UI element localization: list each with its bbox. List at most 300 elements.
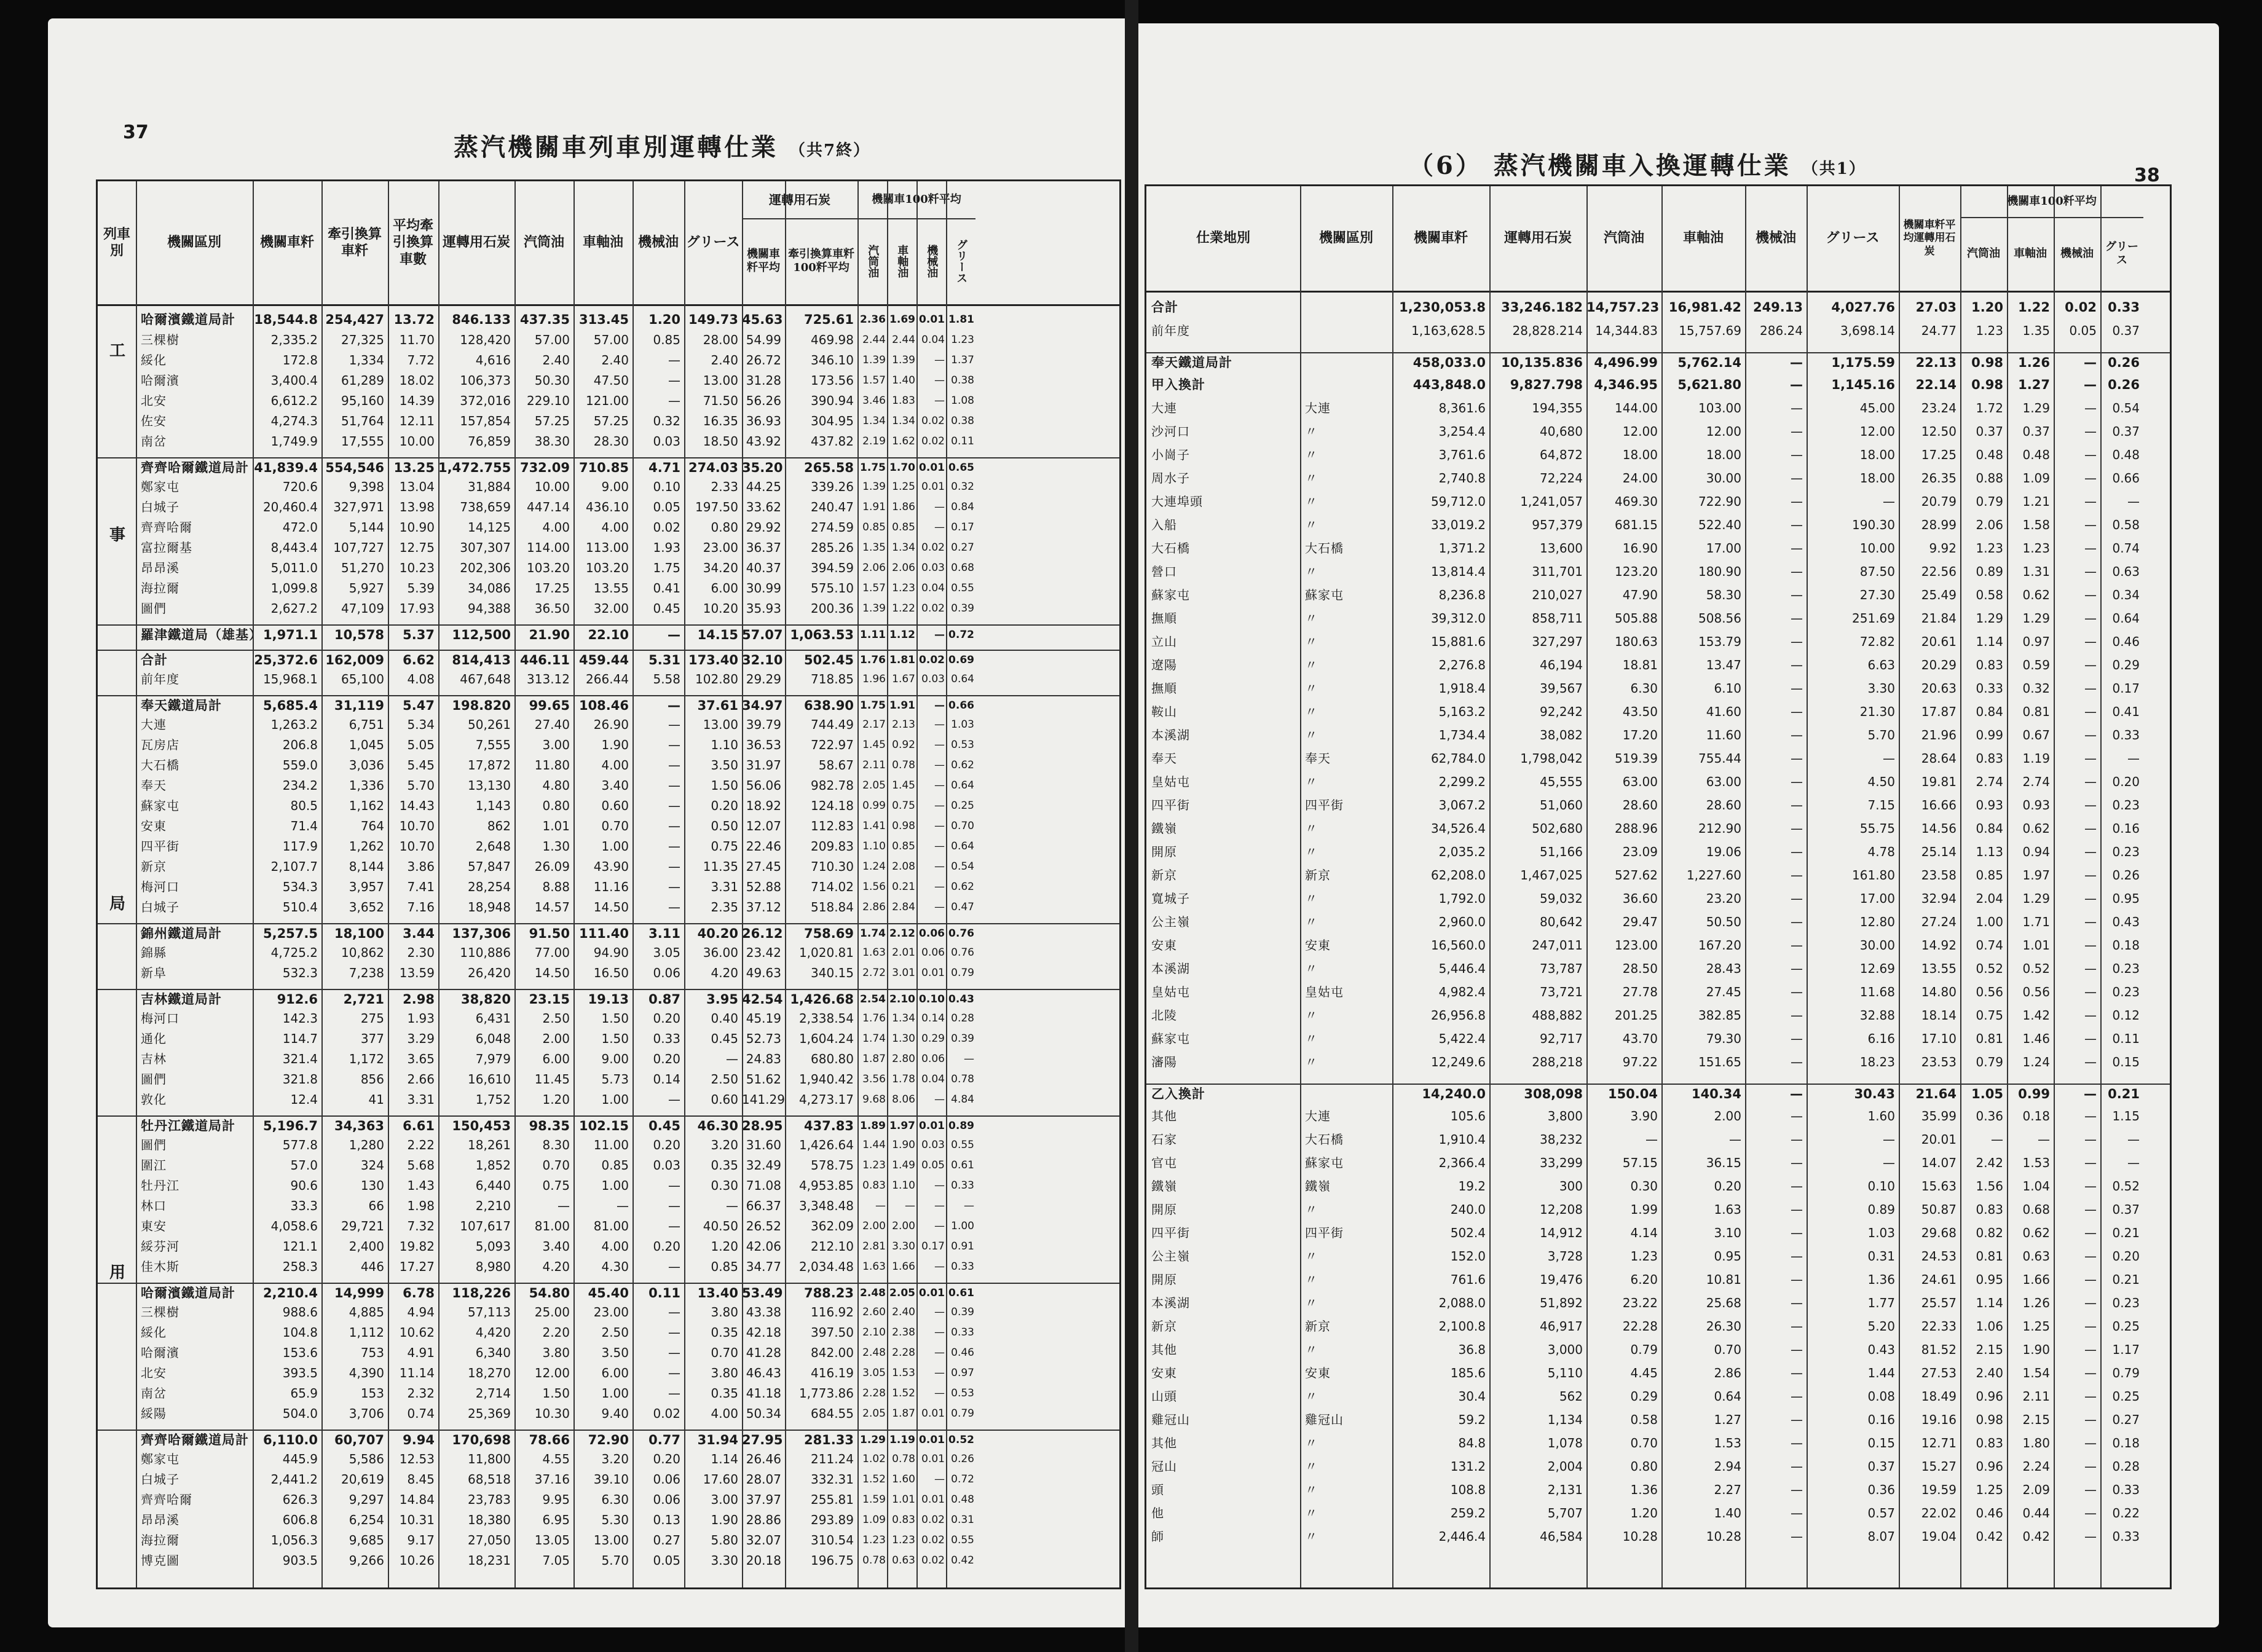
- row-value: 0.23: [2112, 844, 2140, 859]
- row-name: 本溪湖: [1151, 728, 1190, 742]
- header-cell: 機關區別: [1318, 230, 1373, 246]
- row-value: 2.60: [862, 1306, 886, 1318]
- row-value: 1.01: [892, 1493, 915, 1506]
- row-value: 10.00: [399, 434, 435, 449]
- row-value: 65,100: [341, 672, 384, 686]
- row-value: 31,884: [468, 479, 511, 494]
- row-value: 50.34: [746, 1406, 781, 1421]
- row-value: 0.30: [711, 1178, 738, 1193]
- row-value: —: [1791, 1459, 1803, 1474]
- row-value: 2.08: [892, 860, 915, 873]
- row-value: 0.26: [2108, 377, 2140, 392]
- row-value: —: [1791, 1008, 1803, 1023]
- row-value: 31,119: [334, 698, 384, 713]
- row-value: 6.00: [711, 581, 738, 596]
- row-value: 518.84: [811, 900, 854, 914]
- table-row: [98, 1029, 1119, 1048]
- row-value: 0.84: [1976, 704, 2003, 719]
- row-value: 18.00: [1706, 447, 1741, 462]
- row-value: 0.20: [653, 1011, 680, 1026]
- row-value: 1.34: [892, 1012, 915, 1025]
- row-value: 755.44: [1698, 751, 1741, 766]
- row-value: 172.8: [282, 353, 318, 368]
- table-row: [98, 559, 1119, 577]
- row-value: 988.6: [282, 1305, 318, 1320]
- row-value: 10.28: [1706, 1529, 1741, 1544]
- row-value: 5.80: [711, 1533, 738, 1548]
- row-value: 1,910.4: [1438, 1132, 1486, 1147]
- row-value: 304.95: [811, 414, 854, 428]
- row-value: 4.91: [407, 1345, 435, 1360]
- row-name: 北安: [141, 1366, 167, 1380]
- row-value: 3,036: [349, 758, 384, 773]
- row-value: 0.32: [2022, 681, 2050, 696]
- row-value: 1.36: [1867, 1272, 1895, 1287]
- row-name: 鄭家屯: [141, 479, 179, 494]
- row-value: 0.31: [1867, 1249, 1895, 1264]
- row-value: 2.22: [407, 1138, 435, 1152]
- row-value: 16.66: [1921, 798, 1957, 812]
- row-name: 昂昂溪: [141, 560, 179, 575]
- row-area: 〃: [1305, 1055, 1318, 1069]
- row-value: 150,453: [452, 1119, 511, 1133]
- row-value: 3.50: [601, 1345, 629, 1360]
- row-value: 45.40: [588, 1286, 629, 1300]
- row-value: 0.26: [2112, 868, 2140, 883]
- row-value: —: [905, 1200, 915, 1212]
- row-value: 26.46: [746, 1452, 781, 1466]
- row-value: 626.3: [282, 1492, 318, 1507]
- row-name: 林口: [141, 1198, 167, 1213]
- row-value: 1,230,053.8: [1399, 300, 1486, 315]
- row-value: —: [1791, 961, 1803, 976]
- row-value: 24.83: [746, 1052, 781, 1066]
- row-name: 蘇家屯: [1151, 588, 1190, 602]
- row-value: 2,088.0: [1438, 1296, 1486, 1310]
- row-value: 8,980: [475, 1259, 511, 1274]
- row-value: 14.39: [399, 393, 435, 408]
- row-value: —: [668, 717, 680, 732]
- header-cell: 運轉用石炭: [1503, 230, 1572, 246]
- row-value: 18.23: [1859, 1055, 1895, 1069]
- row-value: 20.61: [1921, 634, 1957, 649]
- row-value: 9.95: [542, 1492, 570, 1507]
- row-value: 0.74: [2112, 541, 2140, 556]
- row-value: 21.84: [1921, 611, 1957, 626]
- title-text: 蒸汽機關車列車別運轉仕業: [454, 133, 778, 162]
- row-value: 903.5: [282, 1553, 318, 1568]
- row-value: 51,166: [1540, 844, 1583, 859]
- row-value: 12.00: [1859, 424, 1895, 439]
- row-value: —: [1791, 1225, 1803, 1240]
- row-value: 153.6: [282, 1345, 318, 1360]
- row-value: 29.68: [1921, 1225, 1957, 1240]
- row-value: —: [726, 1198, 738, 1213]
- header-cell: 牽引換算車粁100粁平均: [788, 247, 854, 274]
- row-value: 28.86: [746, 1512, 781, 1527]
- row-area: 〃: [1305, 1008, 1318, 1023]
- row-value: 8.07: [1867, 1529, 1895, 1544]
- row-value: 1.75: [860, 699, 886, 712]
- row-value: 2.94: [1714, 1459, 1741, 1474]
- row-value: 0.10: [653, 479, 680, 494]
- row-value: 13.55: [1921, 961, 1957, 976]
- row-value: 4.94: [407, 1305, 435, 1320]
- row-value: —: [934, 901, 945, 913]
- row-name: 鞍山: [1151, 704, 1177, 719]
- row-value: 3.30: [1867, 681, 1895, 696]
- row-value: 1.27: [1714, 1412, 1741, 1427]
- row-value: 0.25: [2112, 1319, 2140, 1334]
- row-value: 0.64: [2112, 611, 2140, 626]
- row-value: 90.6: [290, 1178, 318, 1193]
- row-name: 海拉爾: [141, 1533, 179, 1548]
- row-value: 141.29: [742, 1092, 785, 1107]
- row-value: 397.50: [811, 1325, 854, 1340]
- row-value: 0.23: [2112, 1296, 2140, 1310]
- header-cell: グリース: [1826, 230, 1880, 246]
- row-name: 奉天鐵道局計: [141, 698, 222, 713]
- header-cell: 平均牽引換算車數: [392, 217, 433, 267]
- row-name: 皇姑屯: [1151, 985, 1190, 999]
- row-value: 12.00: [534, 1366, 570, 1380]
- row-value: 5,762.14: [1677, 355, 1741, 370]
- row-value: 2.09: [2022, 1482, 2050, 1497]
- side-label: 用: [109, 1264, 126, 1282]
- row-value: 6,431: [475, 1011, 511, 1026]
- row-value: 0.60: [601, 798, 629, 813]
- row-value: 377: [360, 1031, 384, 1046]
- row-name: 山頭: [1151, 1389, 1177, 1404]
- side-label: 工: [109, 342, 126, 360]
- row-value: —: [2084, 1529, 2097, 1544]
- row-value: 2.17: [862, 718, 886, 731]
- row-value: 16.50: [593, 966, 629, 980]
- table-row: [98, 579, 1119, 597]
- row-value: 0.45: [711, 1031, 738, 1046]
- row-value: 311,701: [1532, 564, 1583, 579]
- row-value: 30.00: [1706, 471, 1741, 486]
- row-value: 274.59: [811, 520, 854, 535]
- row-value: 327,971: [333, 500, 384, 514]
- row-value: 1,334: [349, 353, 384, 368]
- row-value: 0.95: [2112, 891, 2140, 906]
- row-value: 0.81: [2022, 704, 2050, 719]
- row-area: 〃: [1305, 471, 1318, 486]
- row-value: 0.95: [1714, 1249, 1741, 1264]
- row-value: 131.2: [1450, 1459, 1486, 1474]
- row-value: 56.06: [746, 778, 781, 793]
- row-value: 0.52: [1976, 961, 2003, 976]
- row-value: —: [875, 1200, 886, 1212]
- row-value: 5.31: [648, 653, 680, 667]
- table-row: [98, 1009, 1119, 1028]
- row-value: 51,270: [341, 560, 384, 575]
- row-value: —: [1791, 728, 1803, 742]
- header-cell: 牽引換算車粁: [327, 226, 382, 259]
- row-value: 0.69: [948, 654, 974, 666]
- row-area: 〃: [1305, 1272, 1318, 1287]
- row-value: 0.74: [1976, 938, 2003, 953]
- row-value: 1,971.1: [262, 627, 318, 642]
- row-value: 2,210: [475, 1198, 511, 1213]
- row-value: 1.98: [407, 1198, 435, 1213]
- row-value: 61,289: [341, 373, 384, 388]
- row-value: 0.20: [653, 1239, 680, 1254]
- row-name: 綏化: [141, 1325, 167, 1340]
- row-value: 0.79: [1630, 1342, 1658, 1357]
- row-value: 32.10: [742, 653, 783, 667]
- row-value: 1,798,042: [1520, 751, 1583, 766]
- row-value: 108.8: [1450, 1482, 1486, 1497]
- row-value: 123.00: [1615, 938, 1658, 953]
- row-area: 四平街: [1305, 1225, 1344, 1240]
- title-note: （共7終）: [789, 141, 871, 160]
- row-value: —: [2084, 985, 2097, 999]
- row-value: 2,400: [349, 1239, 384, 1254]
- row-value: 206.8: [282, 738, 318, 752]
- row-value: 0.47: [951, 901, 974, 913]
- row-value: —: [2084, 798, 2097, 812]
- row-value: 3,400.4: [270, 373, 318, 388]
- row-value: 22.13: [1915, 355, 1957, 370]
- row-value: —: [934, 1367, 945, 1379]
- row-value: —: [1790, 377, 1803, 392]
- row-value: 393.5: [282, 1366, 318, 1380]
- row-value: 1.14: [711, 1452, 738, 1466]
- row-value: 58.67: [818, 758, 854, 773]
- row-value: 3.56: [862, 1073, 886, 1085]
- row-value: 0.01: [919, 1287, 945, 1299]
- row-value: 212.90: [1698, 821, 1741, 836]
- row-value: 2.19: [862, 435, 886, 447]
- row-value: 0.81: [1976, 1031, 2003, 1046]
- row-value: 6,751: [349, 717, 384, 732]
- row-value: 0.70: [1630, 1436, 1658, 1450]
- row-value: 1.97: [889, 1120, 915, 1132]
- row-value: 2.13: [892, 718, 915, 731]
- header-cell: 機關區別: [167, 234, 221, 251]
- header-cell: 汽筒油: [866, 245, 880, 278]
- row-value: 28.95: [742, 1119, 783, 1133]
- row-value: —: [934, 1387, 945, 1399]
- row-value: 744.49: [811, 717, 854, 732]
- row-name: 梅河口: [141, 879, 179, 894]
- row-value: 0.41: [2112, 704, 2140, 719]
- left-page: [48, 18, 1125, 1627]
- row-value: 66.37: [746, 1198, 781, 1213]
- title-number: （6）: [1409, 151, 1483, 180]
- page-number-right: 38: [2134, 165, 2160, 186]
- row-value: 5.45: [407, 758, 435, 773]
- row-value: 0.16: [2112, 821, 2140, 836]
- row-value: —: [2084, 588, 2097, 602]
- row-value: 3.30: [892, 1240, 915, 1253]
- row-value: 0.40: [711, 1011, 738, 1026]
- row-value: 0.62: [951, 759, 974, 771]
- row-value: 1.52: [862, 1473, 886, 1485]
- row-value: —: [1791, 1155, 1803, 1170]
- row-area: 〃: [1305, 914, 1318, 929]
- row-value: 104.8: [282, 1325, 318, 1340]
- row-value: 8.45: [407, 1472, 435, 1487]
- row-value: 57.00: [593, 332, 629, 347]
- row-value: 3.30: [711, 1553, 738, 1568]
- row-value: 1.83: [892, 395, 915, 407]
- row-value: 51,892: [1540, 1296, 1583, 1310]
- row-value: 0.01: [921, 1453, 945, 1465]
- row-value: 1.24: [2022, 1055, 2050, 1069]
- row-value: 1.00: [951, 1220, 974, 1232]
- row-value: 19.04: [1921, 1529, 1957, 1544]
- row-value: 9.00: [601, 1052, 629, 1066]
- row-value: —: [1791, 1529, 1803, 1544]
- table-row: [98, 1257, 1119, 1276]
- row-name: 立山: [1151, 634, 1177, 649]
- row-name: 錦州鐵道局計: [141, 926, 222, 941]
- header-cell: 機關車粁: [1413, 230, 1468, 246]
- row-value: 30.99: [746, 581, 781, 596]
- row-value: 1.41: [862, 820, 886, 832]
- row-value: 0.02: [2065, 300, 2097, 315]
- row-value: 0.42: [951, 1554, 974, 1567]
- table-row: [98, 943, 1119, 962]
- row-value: —: [617, 1198, 629, 1213]
- row-value: —: [1791, 1055, 1803, 1069]
- row-value: 15,757.69: [1679, 323, 1741, 338]
- row-value: 1.14: [1976, 1296, 2003, 1310]
- row-value: 5,257.5: [262, 926, 318, 941]
- row-value: 0.83: [1976, 751, 2003, 766]
- row-value: 211.24: [811, 1452, 854, 1466]
- row-value: 106,373: [460, 373, 511, 388]
- row-value: 1.49: [892, 1159, 915, 1171]
- row-value: 37.12: [746, 900, 781, 914]
- row-value: 0.21: [2112, 1272, 2140, 1287]
- row-value: 9,398: [349, 479, 384, 494]
- row-name: 哈爾濱鐵道局計: [141, 1285, 235, 1300]
- row-value: 14,240.0: [1422, 1087, 1486, 1101]
- header-cell: 機關車粁平均: [747, 247, 780, 274]
- row-value: 26.12: [742, 926, 783, 941]
- row-value: 14.15: [697, 627, 738, 642]
- row-value: 1.00: [601, 1092, 629, 1107]
- row-value: 81.00: [593, 1219, 629, 1233]
- row-value: 25,369: [468, 1406, 511, 1421]
- row-area: 〃: [1305, 681, 1318, 696]
- row-value: 5.70: [407, 778, 435, 793]
- row-value: 3.11: [648, 926, 680, 941]
- row-value: —: [2038, 1132, 2050, 1147]
- row-value: 394.59: [811, 560, 854, 575]
- column-rule: [632, 181, 634, 1587]
- row-value: 4.84: [951, 1093, 974, 1106]
- row-value: 1.31: [2022, 564, 2050, 579]
- row-value: 3.40: [542, 1239, 570, 1254]
- header-cell: 機械油: [637, 234, 679, 251]
- row-value: 23.20: [1706, 891, 1741, 906]
- row-value: 0.21: [2112, 1225, 2140, 1240]
- column-rule: [1489, 186, 1491, 1587]
- row-value: 12.75: [399, 540, 435, 555]
- row-value: 14.43: [399, 798, 435, 813]
- row-value: 3,800: [1547, 1109, 1583, 1123]
- row-value: 5,110: [1547, 1366, 1583, 1380]
- row-name: 大連埠頭: [1151, 494, 1203, 509]
- row-value: —: [2084, 1179, 2097, 1194]
- row-value: 5.58: [653, 672, 680, 686]
- row-value: 1.62: [892, 435, 915, 447]
- row-value: 13.55: [593, 581, 629, 596]
- row-value: 26.35: [1921, 471, 1957, 486]
- row-name: 梅河口: [141, 1011, 179, 1026]
- row-value: 0.83: [862, 1179, 886, 1192]
- row-value: —: [2084, 494, 2097, 509]
- row-value: 4,058.6: [270, 1219, 318, 1233]
- row-value: 527.62: [1615, 868, 1658, 883]
- row-value: 19.16: [1921, 1412, 1957, 1427]
- row-value: 0.42: [1976, 1529, 2003, 1544]
- table-row: [98, 817, 1119, 835]
- row-name: 圖們: [141, 601, 167, 616]
- row-value: 0.48: [1976, 447, 2003, 462]
- row-value: 2.84: [892, 901, 915, 913]
- row-value: 0.37: [1976, 424, 2003, 439]
- row-area: 〃: [1305, 891, 1318, 906]
- row-value: 3.80: [542, 1345, 570, 1360]
- row-value: 162,009: [325, 653, 384, 667]
- row-value: —: [934, 1473, 945, 1485]
- row-value: 2,035.2: [1438, 844, 1486, 859]
- row-value: 140.34: [1691, 1087, 1741, 1101]
- row-name: 前年度: [141, 672, 179, 686]
- row-value: 3,652: [349, 900, 384, 914]
- row-value: 3.20: [601, 1452, 629, 1466]
- row-value: 28.99: [1921, 517, 1957, 532]
- row-value: —: [1791, 541, 1803, 556]
- row-value: 20.29: [1921, 658, 1957, 672]
- table-row: [98, 498, 1119, 516]
- row-value: 0.54: [2112, 401, 2140, 415]
- row-value: 0.52: [2112, 1179, 2140, 1194]
- row-value: 6.16: [1867, 1031, 1895, 1046]
- row-value: 4.45: [1630, 1366, 1658, 1380]
- row-value: 114.7: [282, 1031, 318, 1046]
- row-value: 2.40: [1976, 1366, 2003, 1380]
- row-value: 27.95: [742, 1433, 783, 1447]
- side-label: 局: [109, 895, 126, 913]
- row-value: 1.09: [2022, 471, 2050, 486]
- row-value: 12.07: [746, 819, 781, 833]
- row-value: 12.00: [1706, 424, 1741, 439]
- row-value: 0.43: [948, 993, 974, 1005]
- row-value: 0.83: [1976, 1436, 2003, 1450]
- table-row: [98, 1217, 1119, 1235]
- column-rule: [1300, 186, 1301, 1587]
- row-area: [1300, 376, 1392, 394]
- row-value: —: [2084, 1087, 2097, 1101]
- row-area: 大石橋: [1305, 1132, 1344, 1147]
- row-value: 1.72: [1976, 401, 2003, 415]
- row-value: 6,440: [475, 1178, 511, 1193]
- row-name: 白城子: [141, 900, 179, 914]
- row-value: 1.26: [2018, 355, 2050, 370]
- row-value: 0.13: [653, 1512, 680, 1527]
- row-value: 0.23: [2112, 961, 2140, 976]
- row-value: —: [2084, 1008, 2097, 1023]
- row-value: 0.23: [2112, 798, 2140, 812]
- row-value: 1,045: [349, 738, 384, 752]
